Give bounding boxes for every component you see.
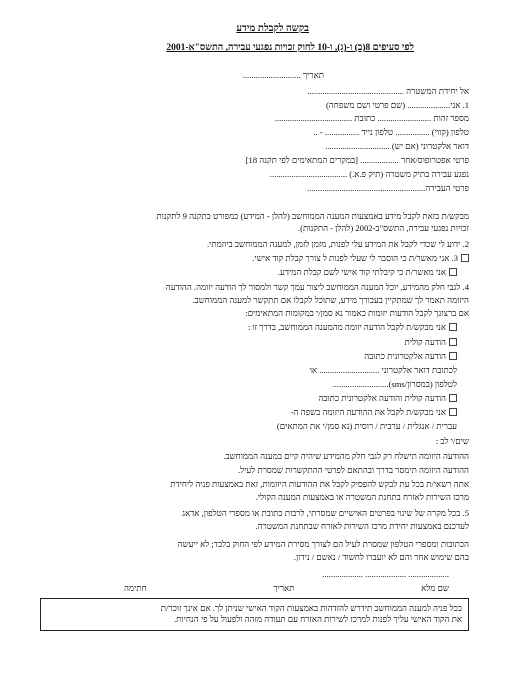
option-text: הודעה קולית והודעה אלקטרונית כתובה: [318, 393, 446, 403]
field-id-address[interactable]: מספר זהות ......................... כתובת ....................................: [274, 113, 469, 123]
intro-line-2: זכויות נפגעי עבירה, התשס"ב-2002 (להלן - התקנות).: [298, 223, 469, 233]
item-3[interactable]: [252, 253, 469, 263]
item-3-option[interactable]: [278, 267, 457, 277]
closing-line-1: הכתובות ומספרי הטלפון שמסרת לעיל הם לצורך מסירת המידע לפי החוק בלבד; לא ייעשה: [177, 539, 469, 549]
closing-line-2: בהם שימוש אחר והם לא יועברו לחשוד / נאשם / נידון.: [293, 552, 469, 562]
item-3-text: 3. אני מאשר/ת כי הוסבר לי שעלי לפנות ל צורך קבלת קוד אישי.: [252, 253, 458, 263]
signature-labels: [124, 583, 449, 593]
note-3: אתה רשאי/ת בכל עת לבקש להפסיק לקבל את ההודעות היזומות, זאת באמצעות פניה ליחידת: [170, 479, 469, 489]
checkbox-icon[interactable]: [461, 254, 469, 262]
notice-line-2: את הקוד האישי עליך לפנות למרכז לשירות האזרח עם תעודה מזהה ולפעול על פי הנחיות.: [174, 614, 462, 624]
checkbox-icon[interactable]: [449, 408, 457, 416]
notice-line-1: בכל פניה למענה הממוחשב תידרש להזדהות באמצעות הקוד האישי שניתן לך. אם אינך זוכר/ת: [160, 603, 462, 613]
note-4: מרכז השירות לאזרח בתחנת המשטרה או באמצעות המענה הקולי.: [255, 492, 469, 502]
option-language-list[interactable]: עברית / אנגלית / ערבית / רוסית (נא סמן/י את המתאים): [276, 421, 457, 431]
date-line: תאריך ...........................: [242, 70, 324, 80]
signature-dots[interactable]: ................... ................... ...................: [322, 569, 449, 579]
field-email[interactable]: דואר אלקטרוני (אם יש) ..............................: [325, 141, 469, 151]
field-full-name[interactable]: 1. אני.................... (שם פרטי ושם משפחה): [325, 100, 469, 110]
field-case-number[interactable]: נפגע עבירה בתיק משטרה (תיק פ.א.) ....................................: [269, 169, 469, 179]
option-voice[interactable]: [404, 337, 457, 347]
item-2: 2. ידוע לי שכדי לקבל את המידע עלי לפנות, מזמן לזמן, למענה הממוחשב ביוזמתי.: [207, 239, 469, 249]
option-text: אני מבקש/ת לקבל את ההודעה היזומה בשפה ה-: [290, 407, 446, 417]
checkbox-icon[interactable]: [449, 338, 457, 346]
checkbox-icon[interactable]: [449, 394, 457, 402]
field-offense-details[interactable]: פרטי העבירה.......................................................: [307, 183, 469, 193]
checkbox-icon[interactable]: [449, 268, 457, 276]
field-phones[interactable]: טלפון (קווי) ................ טלפון נייד ................ - ..: [313, 127, 469, 137]
item-4-line-3: אם ברצונך לקבל הודעות יזומות כאמור נא סמן/י במקומות המתאימים:: [245, 308, 469, 318]
intro-line-1: מבקש/ת בזאת לקבל מידע באמצעות המענה הממוחשב (להלן - המידע) כמפורט בתקנה 9 לתקנות: [156, 211, 469, 221]
item-4-line-2: היזומה תאמר לך שמתקיין בעבורך מידע, שתוכל לקבלו אם תתקשר למענה הממוחשב.: [192, 295, 469, 305]
notice-box: [40, 598, 469, 631]
item-3-option-text: אני מאשר/ת כי קיבלתי קוד אישי לשם קבלת המידע.: [277, 267, 446, 277]
option-electronic[interactable]: [364, 351, 457, 361]
note-2: ההודעה היזומה תימסר בדרך ובהתאם לפרטי ההתקשרות שמסרת לעיל.: [238, 465, 469, 475]
item-5-line-1: 5. בכל מקרה של שינוי בפרטים האישיים שמסרתי, לרבות כתובת או מספרי הטלפון, אדאג: [182, 508, 469, 518]
item-5-line-2: לעדכנם באמצעות יחידת מרכז השירות לאזרח שבתחנת המשטרה.: [255, 521, 469, 531]
checkbox-icon[interactable]: [449, 352, 457, 360]
full-name-label: שם מלא: [421, 583, 449, 593]
item-4-line-1: 4. לגבי חלק מהמידע, יוכל המענה הממוחשב ליצור עמך קשר ולמסור לך הודעה יזומה. ההודעה: [165, 282, 469, 292]
form-subtitle: לפי סעיפים 8(ב) ו-(ג), ו-10 לחוק זכויות נפגעי עבירה, התשס"א-2001: [166, 43, 414, 53]
option-email-address[interactable]: לכתובת דואר אלקטרוני ............................ או: [309, 365, 457, 375]
form-title: בקשה לקבלת מידע: [236, 23, 309, 34]
field-guardian[interactable]: פרטי אפטרופוס/אחר .................. [במקרים המתאימים לפי תקנה 18]: [245, 155, 469, 165]
option-sms-phone[interactable]: לטלפון (במסרון/sms)..........................: [332, 379, 457, 389]
signature-label: חתימה: [124, 583, 147, 593]
option-voice-and-electronic[interactable]: [318, 393, 457, 403]
option-request-proactive[interactable]: [248, 322, 457, 332]
note-label: שים/י לב :: [435, 436, 469, 446]
option-language-request[interactable]: [291, 407, 457, 417]
option-text: הודעה קולית: [404, 337, 446, 347]
note-1: ההודעה היזומה תישלח רק לגבי חלק מהמידע שיהיה קיים במענה הממוחשב.: [223, 451, 469, 461]
option-text: הודעה אלקטרונית כתובה: [364, 351, 446, 361]
checkbox-icon[interactable]: [449, 323, 457, 331]
field-police-unit[interactable]: אל יחידת המשטרה .............................................: [307, 86, 469, 96]
date-label: תאריך: [273, 583, 295, 593]
option-text: אני מבקש/ת לקבל הודעה יזומה מהמענה הממוחשב, בדרך זו :: [247, 322, 446, 332]
